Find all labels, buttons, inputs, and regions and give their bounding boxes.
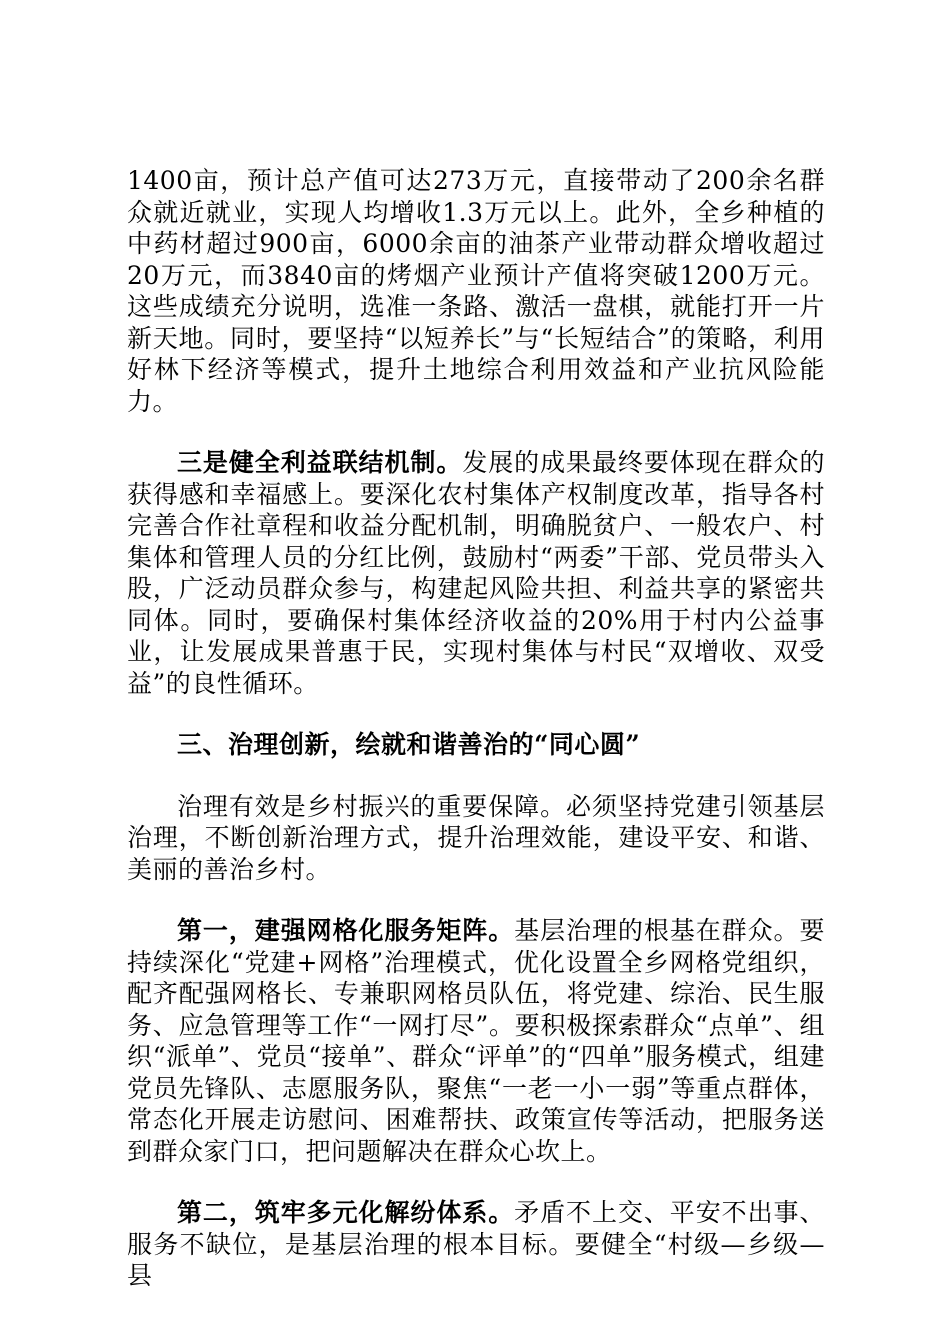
paragraph-6-text: 矛盾不上交、平安不出事、服务不缺位，是基层治理的根本目标。要健全“村级—乡级—县 [127,1198,825,1290]
paragraph-2 [127,447,825,699]
paragraph-5-lead: 第一，建强网格化服务矩阵。 [177,916,515,945]
section-heading-text: 三、治理创新，绘就和谐善治的“同心圆” [177,730,641,759]
paragraph-6 [127,1197,825,1292]
paragraph-6-lead: 第二，筑牢多元化解纷体系。 [177,1198,515,1227]
paragraph-1-text: 1400亩，预计总产值可达273万元，直接带动了200余名群众就近就业，实现人均增收1.3万元以上。此外，全乡种植的中药材超过900亩，6000余亩的油茶产业带动群众增收超过20万元，而3840亩的烤烟产业预计产值将突破1200万元。这些成绩充分说明，选准一条路、激活一盘棋，就能打开一片新天地。同时，要坚持“以短养长”与“长短结合”的策略，利用好林下经济等模式，提升土地综合利用效益和产业抗风险能力。 [127,166,825,416]
paragraph-1 [127,165,825,417]
paragraph-4 [127,791,825,886]
paragraph-2-text: 发展的成果最终要体现在群众的获得感和幸福感上。要深化农村集体产权制度改革，指导各村完善合作社章程和收益分配机制，明确脱贫户、一般农户、村集体和管理人员的分红比例，鼓励村“两委”干部、党员带头入股，广泛动员群众参与，构建起风险共担、利益共享的紧密共同体。同时，要确保村集体经济收益的20%用于村内公益事业，让发展成果普惠于民，实现村集体与村民“双增收、双受益”的良性循环。 [127,448,825,698]
paragraph-4-text: 治理有效是乡村振兴的重要保障。必须坚持党建引领基层治理，不断创新治理方式，提升治理效能，建设平安、和谐、美丽的善治乡村。 [127,791,825,884]
paragraph-5-text: 基层治理的根基在群众。要持续深化“党建+网格”治理模式，优化设置全乡网格党组织，配齐配强网格长、专兼职网格员队伍，将党建、综治、民生服务、应急管理等工作“一网打尽”。要积极探索群众“点单”、组织“派单”、党员“接单”、群众“评单”的“四单”服务模式，组建党员先锋队、志愿服务队，聚焦“一老一小一弱”等重点群体，常态化开展走访慰问、困难帮扶、政策宣传等活动，把服务送到群众家门口，把问题解决在群众心坎上。 [127,916,825,1166]
paragraph-2-lead: 三是健全利益联结机制。 [177,448,463,477]
paragraph-5 [127,915,825,1167]
section-heading [127,729,825,761]
